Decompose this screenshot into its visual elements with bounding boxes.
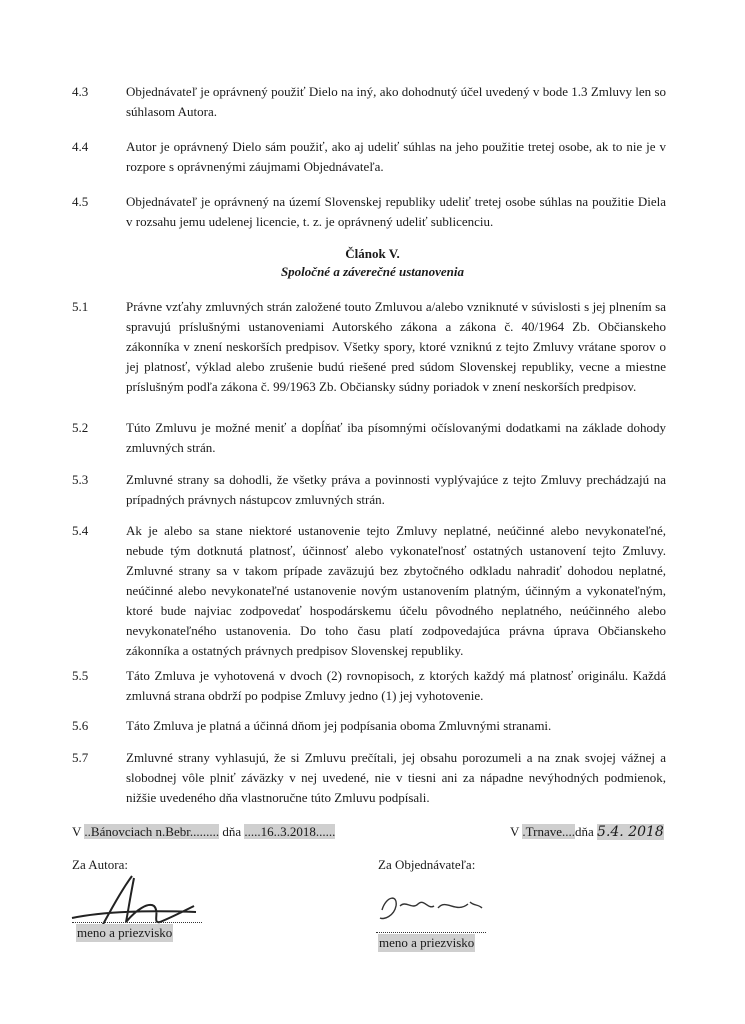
date-value: .....16..3.2018...... [244, 824, 336, 839]
place-value: ..Bánovciach n.Bebr......... [84, 824, 220, 839]
clause-text: Táto Zmluva je platná a účinná dňom jej podpísania oboma Zmluvnými stranami. [126, 718, 552, 733]
article-title: Článok V. [345, 246, 400, 261]
clause-text: Objednávateľ je oprávnený použiť Dielo na iný, ako dohodnutý účel uvedený v bode 1.3 Zmluvy len so súhlasom Autora. [126, 84, 666, 119]
client-caption: meno a priezvisko [379, 935, 475, 950]
place-value: .Trnave.... [522, 824, 576, 839]
clause-text: Právne vzťahy zmluvných strán založené touto Zmluvou a/alebo vzniknuté v súvislosti s jej plnením sa spravujú príslušnými ustanoveniami Autorského zákona a zákona č. 40/1964 Zb. Občianskeho zákonníka v znení neskorších predpisov. Všetky spory, ktoré vzniknú z tejto Zmluvy vrátane sporov o jej platnosť, výklad alebo zrušenie budú riešené pred súdom Slovenskej republiky, vecne a miestne príslušným podľa zákona č. 99/1963 Zb. Občiansky súdny poriadok v znení neskorších predpisov. [126, 299, 666, 394]
clause-number: 5.1 [72, 299, 89, 314]
date-label: dňa [222, 824, 242, 839]
date-label: dňa [575, 824, 594, 839]
author-signature-line [72, 922, 202, 923]
client-signature-line [376, 932, 486, 933]
clause-number: 4.5 [72, 194, 89, 209]
place-prefix: V [72, 824, 82, 839]
clause-text: Zmluvné strany vyhlasujú, že si Zmluvu prečítali, jej obsahu porozumeli a na znak svojej vážnej a slobodnej vôle plniť záväzky v nej uvedené, nie v tiesni ani za nápadne nevýhodných podmienok, nižšie uvedeného dňa vlastnoručne túto Zmluvu podpísali. [126, 750, 666, 805]
clause-text: Objednávateľ je oprávnený na území Slovenskej republiky udeliť tretej osobe súhlas na použitie Diela v rozsahu jemu udelenej licencie, t. z. je oprávnený udeliť sublicenciu. [126, 194, 666, 229]
author-caption: meno a priezvisko [77, 925, 173, 940]
clause-number: 4.3 [72, 84, 89, 99]
article-subtitle: Spoločné a záverečné ustanovenia [280, 264, 465, 279]
clause-text: Ak je alebo sa stane niektoré ustanovenie tejto Zmluvy neplatné, neúčinné alebo nevykonateľné, nebude tým dotknutá platnosť, účinnosť alebo vykonateľnosť ostatných ustanovení tejto Zmluvy. Zmluvné strany sa v takom prípade zaväzujú bez zbytočného odkladu nahradiť dohodou neplatné, neúčinné alebo nevykonateľné ustanovenie novým ustanovením platným, účinným a vykonateľným, ktoré bude najviac zodpovedať hospodárskemu účelu pôvodného neplatného, neúčinného alebo nevykonateľného ustanovenia. Do toho času platí zodpovedajúca právna úprava Občianskeho zákonníka a ostatných právnych predpisov Slovenskej republiky. [126, 523, 666, 658]
author-label: Za Autora: [72, 857, 128, 872]
place-prefix: V [510, 824, 520, 839]
handwritten-date: 5.4. 2018 [597, 824, 664, 840]
clause-text: Autor je oprávnený Dielo sám použiť, ako aj udeliť súhlas na jeho použitie tretej osobe, ak to nie je v rozpore s oprávnenými záujmami Objednávateľa. [126, 139, 666, 174]
clause-text: Zmluvné strany sa dohodli, že všetky práva a povinnosti vyplývajúce z tejto Zmluvy prechádzajú na prípadných právnych nástupcov zmluvných strán. [126, 472, 666, 507]
article-heading [0, 245, 745, 281]
author-signature [70, 872, 200, 932]
clause-text: Túto Zmluvu je možné meniť a dopĺňať iba písomnými očíslovanými dodatkami na základe dohody zmluvných strán. [126, 420, 666, 455]
clause-number: 5.2 [72, 420, 89, 435]
clause-number: 5.3 [72, 472, 89, 487]
client-label: Za Objednávateľa: [378, 857, 476, 872]
clause-number: 5.4 [72, 523, 89, 538]
clause-number: 5.7 [72, 750, 89, 765]
clause-number: 5.5 [72, 668, 89, 683]
place-date-author [72, 823, 335, 841]
client-signature [376, 888, 486, 928]
clause-number: 5.6 [72, 718, 89, 733]
clause-number: 4.4 [72, 139, 89, 154]
clause-text: Táto Zmluva je vyhotovená v dvoch (2) rovnopisoch, z ktorých každý má platnosť originálu. Každá zmluvná strana obdrží po podpise Zmluvy jedno (1) jej vyhotovenie. [126, 668, 666, 703]
place-date-client [510, 823, 664, 841]
